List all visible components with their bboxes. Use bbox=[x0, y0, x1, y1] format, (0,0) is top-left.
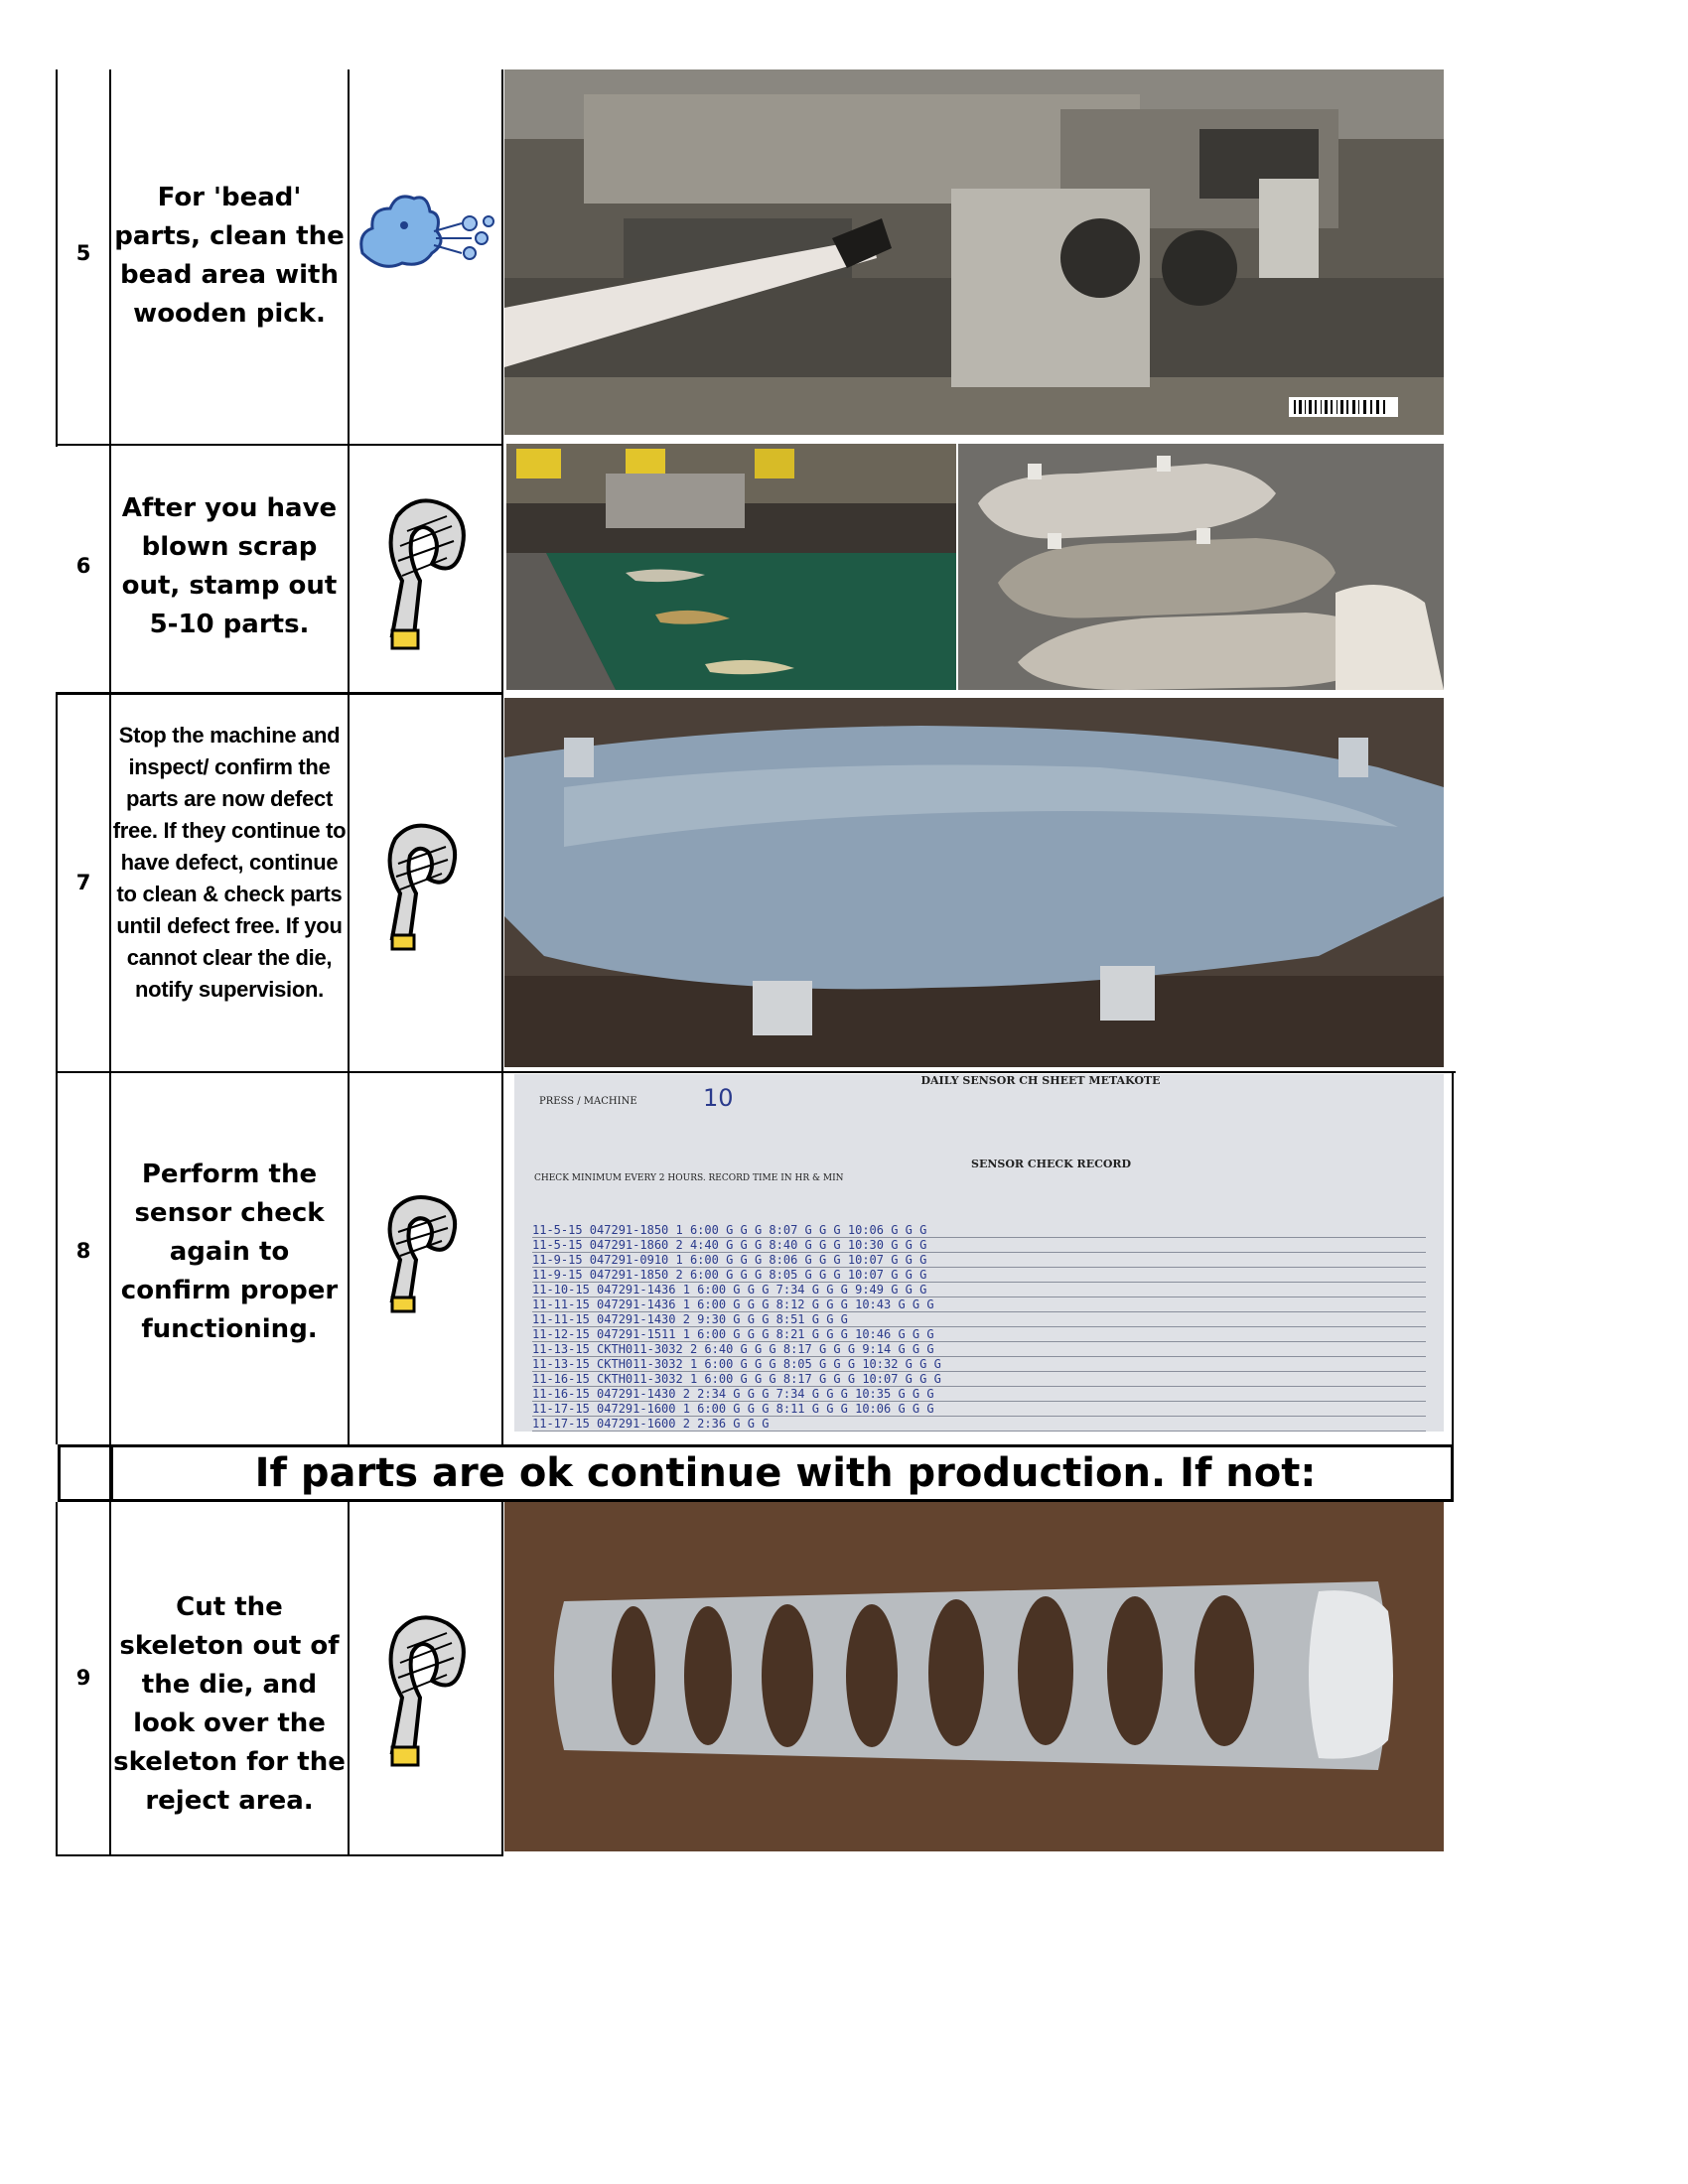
row-divider bbox=[56, 444, 502, 446]
column-divider bbox=[501, 69, 503, 1444]
check-row: 11-12-15 047291-1511 1 6:00 G G G 8:21 G G G 10:46 G G G bbox=[532, 1327, 1426, 1342]
check-row: 11-5-15 047291-1850 1 6:00 G G G 8:07 G G G 10:06 G G G bbox=[532, 1223, 1426, 1238]
check-rows bbox=[532, 1223, 1426, 1432]
check-row: 11-13-15 CKTH011-3032 2 6:40 G G G 8:17 G G G 9:14 G G G bbox=[532, 1342, 1426, 1357]
sensor-check-sheet-photo bbox=[514, 1074, 1444, 1432]
air-nozzle-icon bbox=[352, 814, 501, 953]
table-border-left bbox=[56, 695, 58, 1444]
step-instruction: For 'bead' parts, clean the bead area with wooden pick. bbox=[114, 183, 345, 329]
step-number: 8 bbox=[75, 1239, 91, 1263]
sheet-title: DAILY SENSOR CH SHEET METAKOTE bbox=[920, 1074, 1161, 1087]
air-nozzle-icon bbox=[352, 1603, 501, 1772]
air-nozzle-icon bbox=[352, 486, 501, 655]
check-row: 11-10-15 047291-1436 1 6:00 G G G 7:34 G G G 9:49 G G G bbox=[532, 1283, 1426, 1297]
check-row: 11-13-15 CKTH011-3032 1 6:00 G G G 8:05 G G G 10:32 G G G bbox=[532, 1357, 1426, 1372]
air-nozzle-icon bbox=[352, 1186, 501, 1315]
table-border-bottom bbox=[56, 1854, 502, 1856]
check-row: 11-16-15 CKTH011-3032 1 6:00 G G G 8:17 G G G 10:07 G G G bbox=[532, 1372, 1426, 1387]
conveyor-parts-photo bbox=[506, 444, 956, 690]
step-number: 7 bbox=[75, 871, 91, 894]
column-divider bbox=[348, 69, 350, 1444]
check-row: 11-9-15 047291-1850 2 6:00 G G G 8:05 G G G 10:07 G G G bbox=[532, 1268, 1426, 1283]
step-number: 5 bbox=[75, 241, 91, 265]
step-number: 6 bbox=[75, 554, 91, 578]
check-row: 11-16-15 047291-1430 2 2:34 G G G 7:34 G G G 10:35 G G G bbox=[532, 1387, 1426, 1402]
column-divider bbox=[501, 1502, 503, 1856]
step-instruction: Perform the sensor check again to confirm proper functioning. bbox=[120, 1160, 339, 1344]
step-instruction: Stop the machine and inspect/ confirm the parts are now defect free. If they continue to have defect, continue to clean & check parts until defect free. If you cannot clear the die, notify supervision. bbox=[112, 723, 347, 1002]
press-value: 10 bbox=[703, 1084, 734, 1112]
stamped-parts-photo bbox=[958, 444, 1444, 690]
record-title: SENSOR CHECK RECORD bbox=[971, 1158, 1132, 1170]
step-instruction: Cut the skeleton out of the die, and look over the skeleton for the reject area. bbox=[113, 1592, 346, 1816]
continue-banner bbox=[58, 1444, 1454, 1502]
check-row: 11-9-15 047291-0910 1 6:00 G G G 8:06 G G G 10:07 G G G bbox=[532, 1253, 1426, 1268]
air-blow-icon bbox=[352, 184, 501, 283]
skeleton-strip-photo bbox=[504, 1502, 1444, 1851]
press-label: PRESS / MACHINE bbox=[539, 1096, 637, 1107]
column-divider bbox=[348, 1502, 350, 1856]
part-closeup-photo bbox=[504, 698, 1444, 1067]
check-row: 11-11-15 047291-1436 1 6:00 G G G 8:12 G G G 10:43 G G G bbox=[532, 1297, 1426, 1312]
check-row: 11-11-15 047291-1430 2 9:30 G G G 8:51 G G G bbox=[532, 1312, 1426, 1327]
row-divider bbox=[56, 692, 502, 695]
check-row: 11-5-15 047291-1860 2 4:40 G G G 8:40 G G G 10:30 G G G bbox=[532, 1238, 1426, 1253]
check-row: 11-17-15 047291-1600 2 2:36 G G G bbox=[532, 1417, 1426, 1432]
row-divider bbox=[56, 1071, 1456, 1073]
step-instruction: After you have blown scrap out, stamp out 5-10 parts. bbox=[121, 493, 338, 639]
check-row: 11-17-15 047291-1600 1 6:00 G G G 8:11 G G G 10:06 G G G bbox=[532, 1402, 1426, 1417]
die-cleaning-photo bbox=[504, 69, 1444, 435]
banner-text: If parts are ok continue with production. If not: bbox=[254, 1450, 1317, 1496]
step-number: 9 bbox=[75, 1666, 91, 1690]
table-border-right bbox=[1452, 1071, 1454, 1444]
record-instruction: CHECK MINIMUM EVERY 2 HOURS. RECORD TIME IN HR & MIN bbox=[534, 1173, 844, 1183]
